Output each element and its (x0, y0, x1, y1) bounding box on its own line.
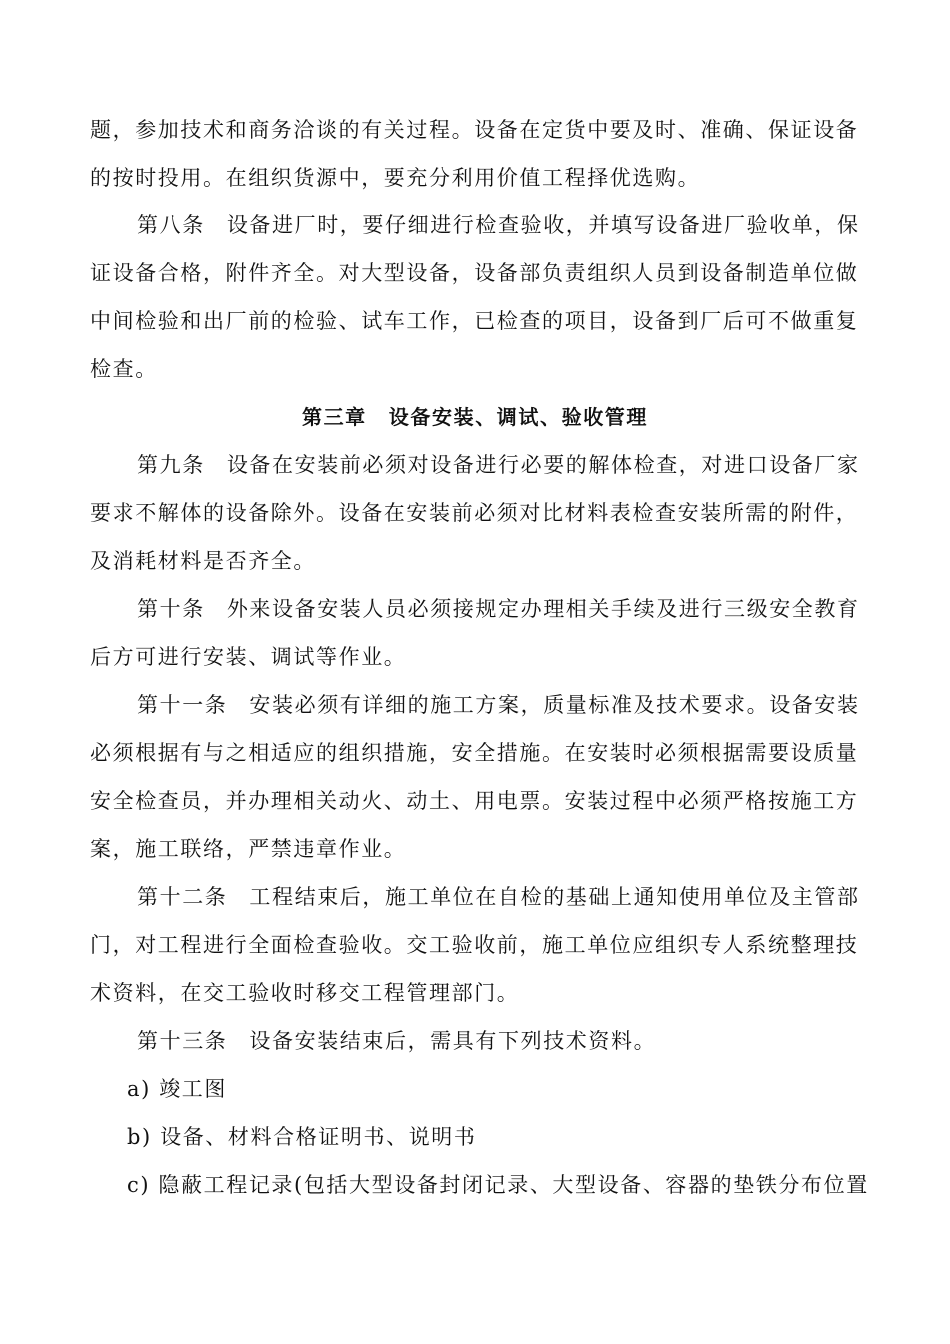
body-line: 案，施工联络，严禁违章作业。 (90, 837, 407, 861)
body-line: 术资料，在交工验收时移交工程管理部门。 (90, 981, 520, 1005)
article-text: 设备进厂时，要仔细进行检查验收，并填写设备进厂验收单，保 (226, 213, 860, 237)
body-line: 题，参加技术和商务洽谈的有关过程。设备在定货中要及时、准确、保证设备 (90, 118, 859, 142)
article-9 (137, 450, 860, 480)
article-text: 外来设备安装人员必须接规定办理相关手续及进行三级安全教育 (226, 597, 860, 621)
article-11 (137, 690, 860, 720)
article-text: 设备安装结束后，需具有下列技术资料。 (249, 1029, 657, 1053)
body-line: 检查。 (90, 357, 158, 381)
article-label: 第八条 (137, 213, 205, 237)
article-text: 设备在安装前必须对设备进行必要的解体检查，对进口设备厂家 (226, 453, 860, 477)
body-line: 中间检验和出厂前的检验、试车工作，已检查的项目，设备到厂后可不做重复 (90, 309, 859, 333)
list-item: c) 隐蔽工程记录(包括大型设备封闭记录、大型设备、容器的垫铁分布位置 (127, 1173, 869, 1197)
body-line: 安全检查员，并办理相关动火、动土、用电票。安装过程中必须严格按施工方 (90, 789, 859, 813)
article-12 (137, 882, 860, 912)
chapter-label: 第三章 (301, 405, 367, 429)
body-line: 证设备合格，附件齐全。对大型设备，设备部负责组织人员到设备制造单位做 (90, 261, 859, 285)
article-label: 第十二条 (137, 885, 228, 909)
article-13 (137, 1026, 656, 1056)
chapter-heading (0, 402, 950, 432)
body-line: 及消耗材料是否齐全。 (90, 549, 316, 573)
article-label: 第九条 (137, 453, 205, 477)
list-item: a) 竣工图 (127, 1077, 227, 1101)
article-text: 工程结束后，施工单位在自检的基础上通知使用单位及主管部 (249, 885, 860, 909)
article-label: 第十一条 (137, 693, 228, 717)
article-label: 第十三条 (137, 1029, 228, 1053)
article-8 (137, 210, 860, 240)
body-line: 门，对工程进行全面检查验收。交工验收前，施工单位应组织专人系统整理技 (90, 933, 859, 957)
article-text: 安装必须有详细的施工方案，质量标准及技术要求。设备安装 (249, 693, 860, 717)
chapter-title: 设备安装、调试、验收管理 (388, 405, 648, 429)
article-label: 第十条 (137, 597, 205, 621)
body-line: 后方可进行安装、调试等作业。 (90, 645, 407, 669)
list-item: b) 设备、材料合格证明书、说明书 (127, 1125, 477, 1149)
article-10 (137, 594, 860, 624)
body-line: 的按时投用。在组织货源中，要充分利用价值工程择优选购。 (90, 166, 701, 190)
body-line: 必须根据有与之相适应的组织措施，安全措施。在安装时必须根据需要设质量 (90, 741, 859, 765)
body-line: 要求不解体的设备除外。设备在安装前必须对比材料表检查安装所需的附件， (90, 501, 859, 525)
